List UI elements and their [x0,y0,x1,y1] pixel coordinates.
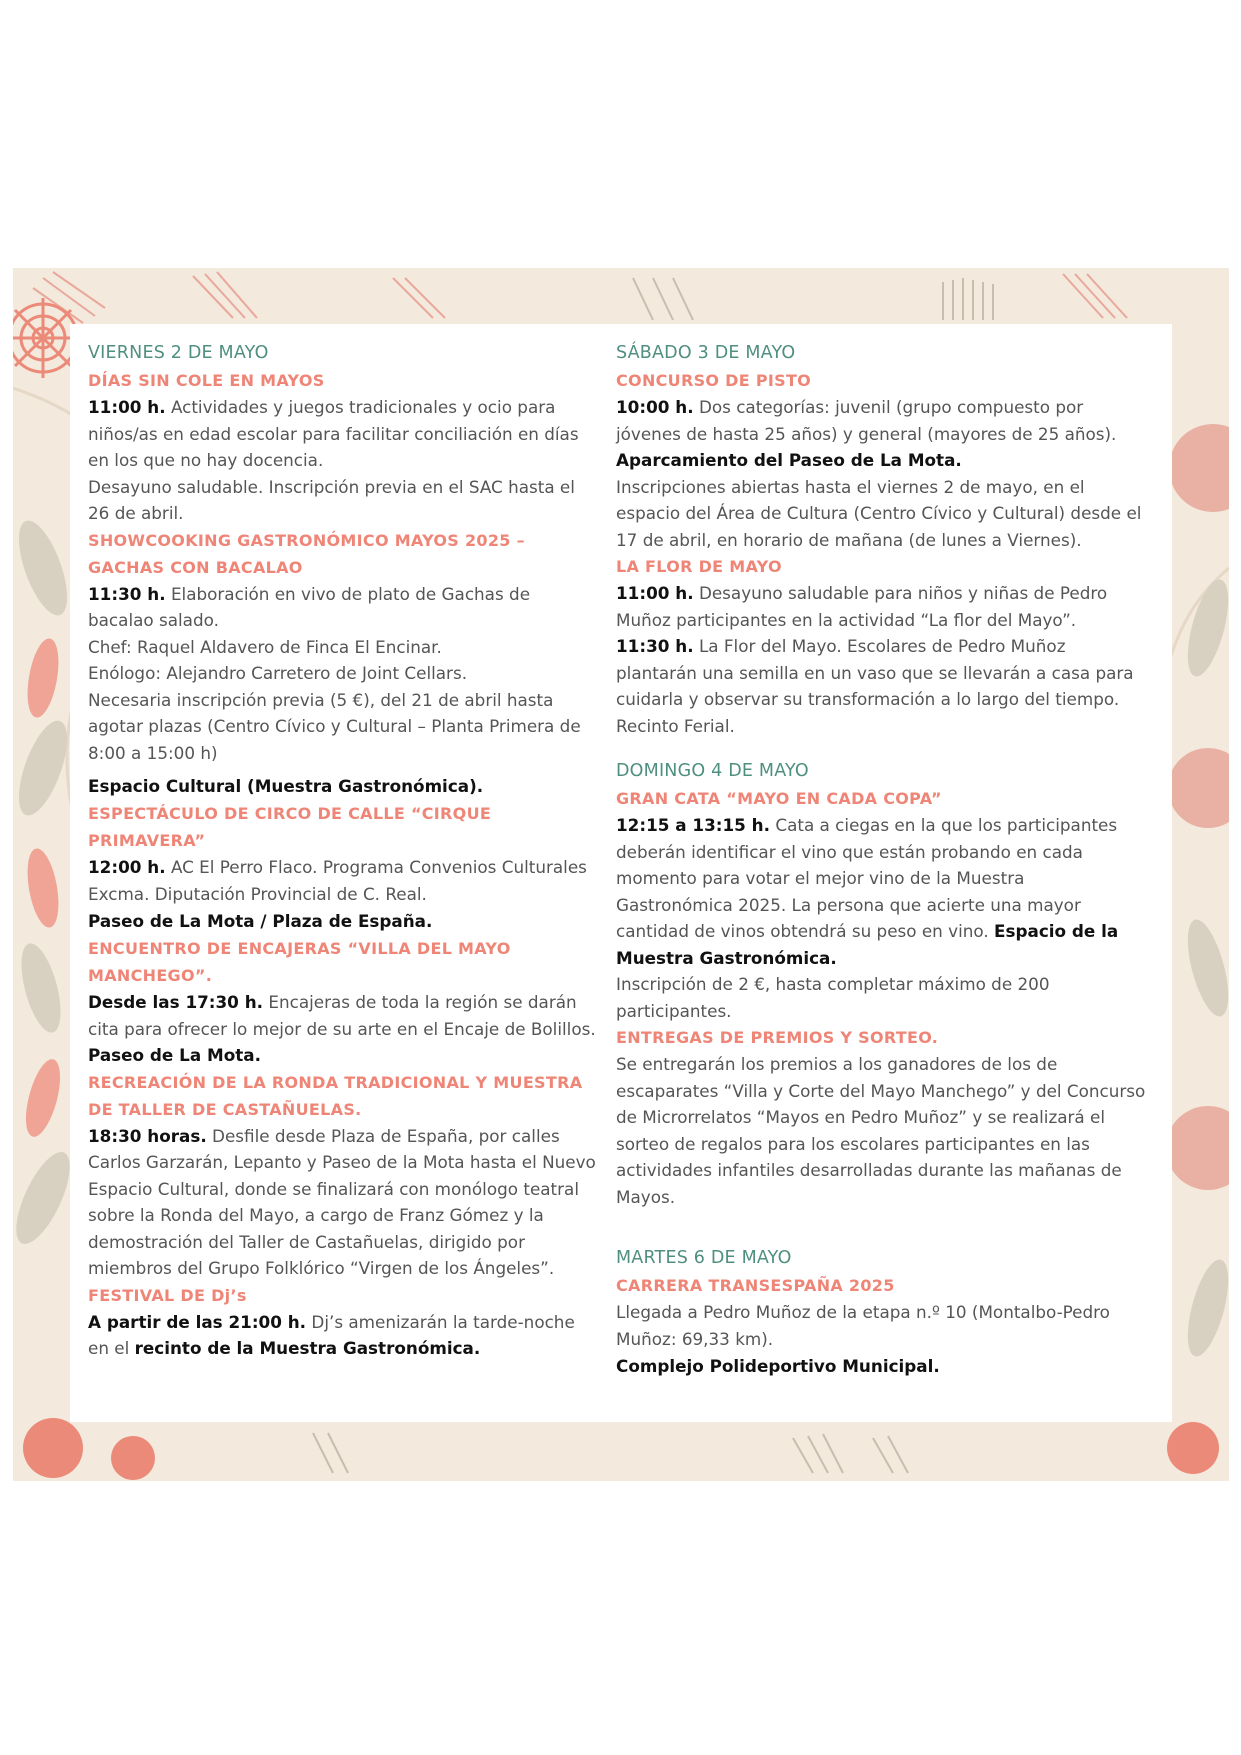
event-time: 10:00 h. [616,397,694,417]
event-title: RECREACIÓN DE LA RONDA TRADICIONAL Y MUESTRA DE TALLER DE CASTAÑUELAS. [88,1072,583,1119]
event-place: Aparcamiento del Paseo de La Mota. [616,450,962,470]
event-text: Llegada a Pedro Muñoz de la etapa n.º 10 (Montalbo-Pedro Muñoz: 69,33 km). [616,1302,1110,1349]
event-description [88,1123,600,1282]
event-text: Dos categorías: juvenil (grupo compuesto por jóvenes de hasta 25 años) y general (mayores de 25 años). [616,397,1117,444]
event-place: Complejo Polideportivo Municipal. [616,1356,940,1376]
event-description [88,1309,600,1362]
event-place: Paseo de La Mota. [88,1045,261,1065]
event-time: A partir de las 21:00 h. [88,1311,307,1332]
event-title: ENCUENTRO DE ENCAJERAS “VILLA DEL MAYO MANCHEGO”. [88,939,511,985]
event-text: Desayuno saludable para niños y niñas de Pedro Muñoz participantes en la actividad “La flor del Mayo”. [616,583,1108,630]
event-description [88,854,600,907]
event-enologist: Enólogo: Alejandro Carretero de Joint Cellars. [88,663,468,683]
event-description [616,812,1146,971]
event-place: Espacio de la Muestra Gastronómica. [616,921,1119,968]
day-heading: DOMINGO 4 DE MAYO [616,761,809,781]
event-description [616,633,1146,739]
event-text: Elaboración en vivo de plato de Gachas de bacalao salado. [88,583,531,630]
event-registration: Necesaria inscripción previa (5 €), del 21 de abril hasta agotar plazas (Centro Cívico y Cultural – Planta Primera de 8:00 a 15:00 h) [88,689,581,763]
event-title: LA FLOR DE MAYO [616,557,782,576]
event-text: AC El Perro Flaco. Programa Convenios Culturales Excma. Diputación Provincial de C. Real. [88,857,587,904]
event-registration: Inscripción de 2 €, hasta completar máximo de 200 participantes. [616,974,1050,1021]
event-chef: Chef: Raquel Aldavero de Finca El Encinar. [88,636,442,657]
event-time: 11:30 h. [616,636,694,656]
event-text: Encajeras de toda la región se darán cita para ofrecer lo mejor de su arte en el Encaje de Bolillos. [88,992,596,1039]
day-heading: SÁBADO 3 DE MAYO [616,343,796,363]
event-place: recinto de la Muestra Gastronómica. [134,1338,481,1358]
event-time: 11:00 h. [616,583,694,603]
event-text: Se entregarán los premios a los ganadores de los de escaparates “Villa y Corte del Mayo Manchego” y del Concurso de Microrrelatos “Mayos en Pedro Muñoz” y se realizará el sorteo de regalos para los escolares participantes en las actividades infantiles desarrolladas durante las mañanas de Mayos. [616,1054,1146,1207]
event-place: Paseo de La Mota / Plaza de España. [88,911,433,931]
event-time: 12:00 h. [88,857,166,877]
event-title: GRAN CATA “MAYO EN CADA COPA” [616,789,942,808]
event-description [616,394,1146,474]
event-time: 11:30 h. [88,583,166,604]
event-title: ENTREGAS DE PREMIOS Y SORTEO. [616,1028,939,1047]
event-text: Desfile desde Plaza de España, por calles Carlos Garzarán, Lepanto y Paseo de la Mota hasta el Nuevo Espacio Cultural, donde se finalizará con monólogo teatral sobre la Ronda del Mayo, a cargo de Franz Gómez y la demostración del Taller de Castañuelas, dirigido por miembros del Grupo Folklórico “Virgen de los Ángeles”. [88,1125,596,1278]
event-title: CARRERA TRANSESPAÑA 2025 [616,1276,895,1295]
right-column [616,340,1146,1380]
day-heading: VIERNES 2 DE MAYO [88,343,269,363]
event-time: Desde las 17:30 h. [88,992,264,1012]
event-description [616,580,1146,633]
event-description [88,989,600,1069]
event-time: 18:30 horas. [88,1125,207,1146]
event-time: 12:15 a 13:15 h. [616,815,771,835]
day-heading: MARTES 6 DE MAYO [616,1248,792,1268]
event-place: Espacio Cultural (Muestra Gastronómica). [88,776,484,796]
event-title: FESTIVAL DE Dj’s [88,1285,247,1305]
event-title: DÍAS SIN COLE EN MAYOS [88,371,325,390]
event-text: Actividades y juegos tradicionales y ocio para niños/as en edad escolar para facilitar conciliación en días en los que no hay docencia. [88,397,579,470]
event-title: CONCURSO DE PISTO [616,371,812,390]
event-text: La Flor del Mayo. Escolares de Pedro Muñoz plantarán una semilla en un vaso que se llevarán a casa para cuidarla y observar su transformación a lo largo del tiempo. Recinto Ferial. [616,636,1134,736]
event-registration: Inscripciones abiertas hasta el viernes 2 de mayo, en el espacio del Área de Cultura (Centro Cívico y Cultural) desde el 17 de abril, en horario de mañana (de lunes a Viernes). [616,476,1142,550]
left-column [88,340,600,1362]
event-text: Desayuno saludable. Inscripción previa en el SAC hasta el 26 de abril. [88,476,575,523]
event-text: Cata a ciegas en la que los participantes deberán identificar el vino que están probando en cada momento para votar el mejor vino de la Muestra Gastronómica 2025. La persona que acierte una mayor cantidad de vinos obtendrá su peso en vino. [616,815,1118,941]
event-title: ESPECTÁCULO DE CIRCO DE CALLE “CIRQUE PRIMAVERA” [88,804,492,850]
event-description [88,394,600,474]
event-title: SHOWCOOKING GASTRONÓMICO MAYOS 2025 – GACHAS CON BACALAO [88,530,525,577]
event-description [88,581,600,634]
event-time: 11:00 h. [88,397,166,417]
event-text: Dj’s amenizarán la tarde-noche en el [88,1311,575,1358]
